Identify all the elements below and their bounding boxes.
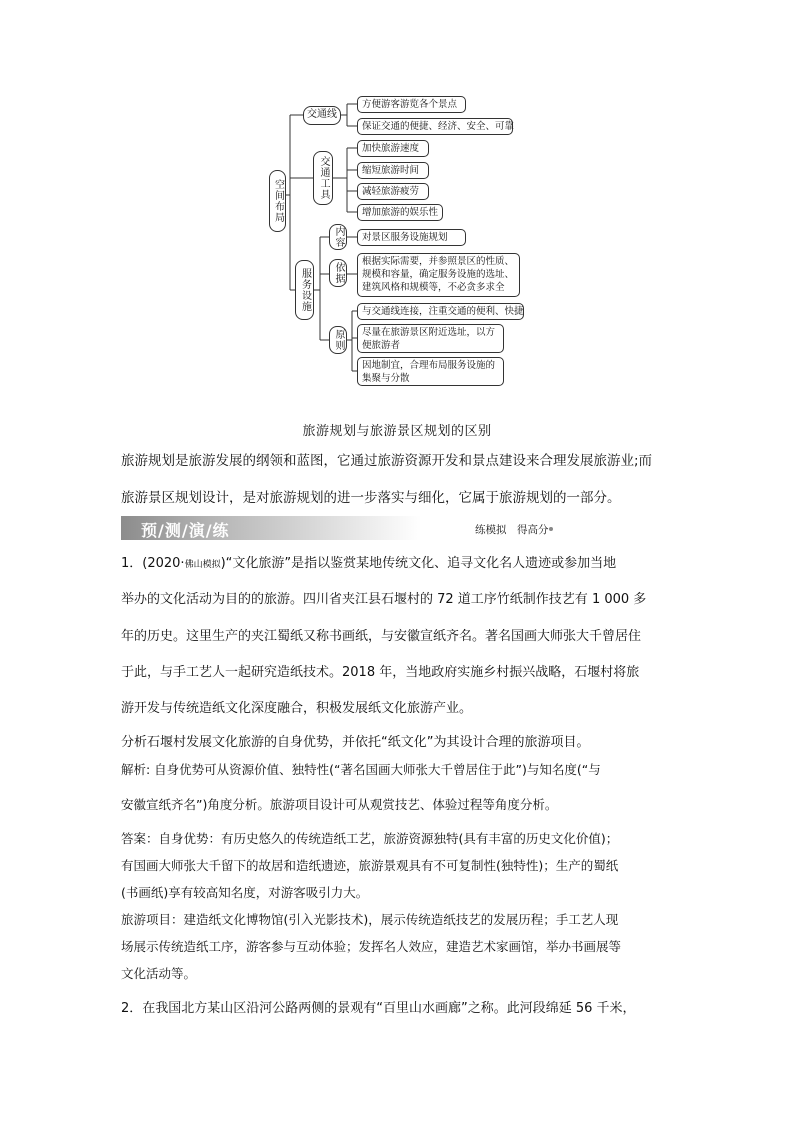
node-principle: 原则 <box>329 326 347 354</box>
transport-tool-item-1: 加快旅游速度 <box>357 140 429 157</box>
q1-analysis-2: 安徽宣纸齐名”)角度分析。旅游项目设计可从观赏技艺、体验过程等角度分析。 <box>121 797 558 812</box>
q1-answer-5: 场展示传统造纸工序，游客参与互动体验；发挥名人效应，建造艺术家画馆，举办书画展等 <box>121 939 622 954</box>
principle-item-1: 与交通线连接，注重交通的便利、快捷 <box>357 303 524 320</box>
banner-subtitle: 练模拟 得高分 <box>475 524 549 536</box>
q1-source: 佛山模拟 <box>184 560 221 570</box>
mindmap <box>0 0 794 400</box>
principle-item-2: 尽量在旅游景区附近选址，以方便旅游者 <box>357 324 504 353</box>
principle-item-3: 因地制宜，合理布局服务设施的集聚与分散 <box>357 357 504 386</box>
q1-answer-4: 旅游项目：建造纸文化博物馆(引入光影技术)，展示传统造纸技艺的发展历程；手工艺人现 <box>121 912 619 927</box>
q1-analysis-1: 解析: 自身优势可从资源价值、独特性(“著名国画大师张大千曾居住于此”)与知名度(“与 <box>121 762 601 777</box>
q1-question: 分析石堰村发展文化旅游的自身优势，并依托“纸文化”为其设计合理的旅游项目。 <box>121 735 590 750</box>
mindmap-root: 空间布局 <box>269 170 286 232</box>
q1-answer-6: 文化活动等。 <box>121 966 197 981</box>
content-item: 对景区服务设施规划 <box>357 229 466 246</box>
node-transport-line: 交通线 <box>303 106 341 125</box>
q1-answer-3: (书画纸)享有较高知名度，对游客吸引力大。 <box>121 885 369 900</box>
transport-tool-item-3: 减轻旅游疲劳 <box>357 183 429 200</box>
node-basis: 依据 <box>329 259 347 287</box>
q1-answer-1: 答案：自身优势：有历史悠久的传统造纸工艺，旅游资源独特(具有丰富的历史文化价值)； <box>121 831 619 846</box>
banner-dot-icon <box>549 527 553 531</box>
node-content: 内容 <box>329 224 347 250</box>
basis-item: 根据实际需要，并参照景区的性质、规模和容量，确定服务设施的选址、建筑风格和规模等，不必贪多求全 <box>357 253 520 297</box>
intro-line-1: 旅游规划是旅游发展的纲领和蓝图，它通过旅游资源开发和景点建设来合理发展旅游业;而 <box>121 453 653 469</box>
q1-line-3: 年的历史。这里生产的夹江蜀纸又称书画纸，与安徽宣纸齐名。著名国画大师张大千曾居住 <box>121 629 642 644</box>
q1-line-1 <box>121 552 616 571</box>
banner-title: 预/测/演/练 <box>141 521 230 540</box>
q1-line-2: 举办的文化活动为目的的旅游。四川省夹江县石堰村的 72 道工序竹纸制作技艺有 1 000 多 <box>121 592 647 607</box>
intro-line-2: 旅游景区规划设计，是对旅游规划的进一步落实与细化，它属于旅游规划的一部分。 <box>121 490 621 506</box>
transport-line-item-1: 方便游客游览各个景点 <box>357 96 466 113</box>
q2-line-1: 2．在我国北方某山区沿河公路两侧的景观有“百里山水画廊”之称。此河段绵延 56 千米， <box>121 1001 636 1016</box>
q1-line-5: 游开发与传统造纸文化深度融合，积极发展纸文化旅游产业。 <box>121 701 473 716</box>
transport-tool-item-4: 增加旅游的娱乐性 <box>357 204 443 221</box>
practice-banner <box>121 516 681 540</box>
node-transport-tool: 交通工具 <box>313 151 333 205</box>
transport-tool-item-2: 缩短旅游时间 <box>357 162 429 179</box>
q1-text-1: )“文化旅游”是指以鉴赏某地传统文化、追寻文化名人遗迹或参加当地 <box>220 556 617 571</box>
q1-answer-2: 有国画大师张大千留下的故居和造纸遗迹，旅游景观具有不可复制性(独特性)；生产的蜀纸 <box>121 858 619 873</box>
q1-year: (2020· <box>142 556 185 571</box>
transport-line-item-2: 保证交通的便捷、经济、安全、可靠 <box>357 118 513 135</box>
q1-line-4: 于此，与手工艺人一起研究造纸技术。2018 年，当地政府实施乡村振兴战略，石堰村将旅 <box>121 665 640 680</box>
q1-number: 1． <box>121 556 143 571</box>
section-heading: 旅游规划与旅游景区规划的区别 <box>302 424 492 439</box>
node-service: 服务设施 <box>295 260 314 320</box>
